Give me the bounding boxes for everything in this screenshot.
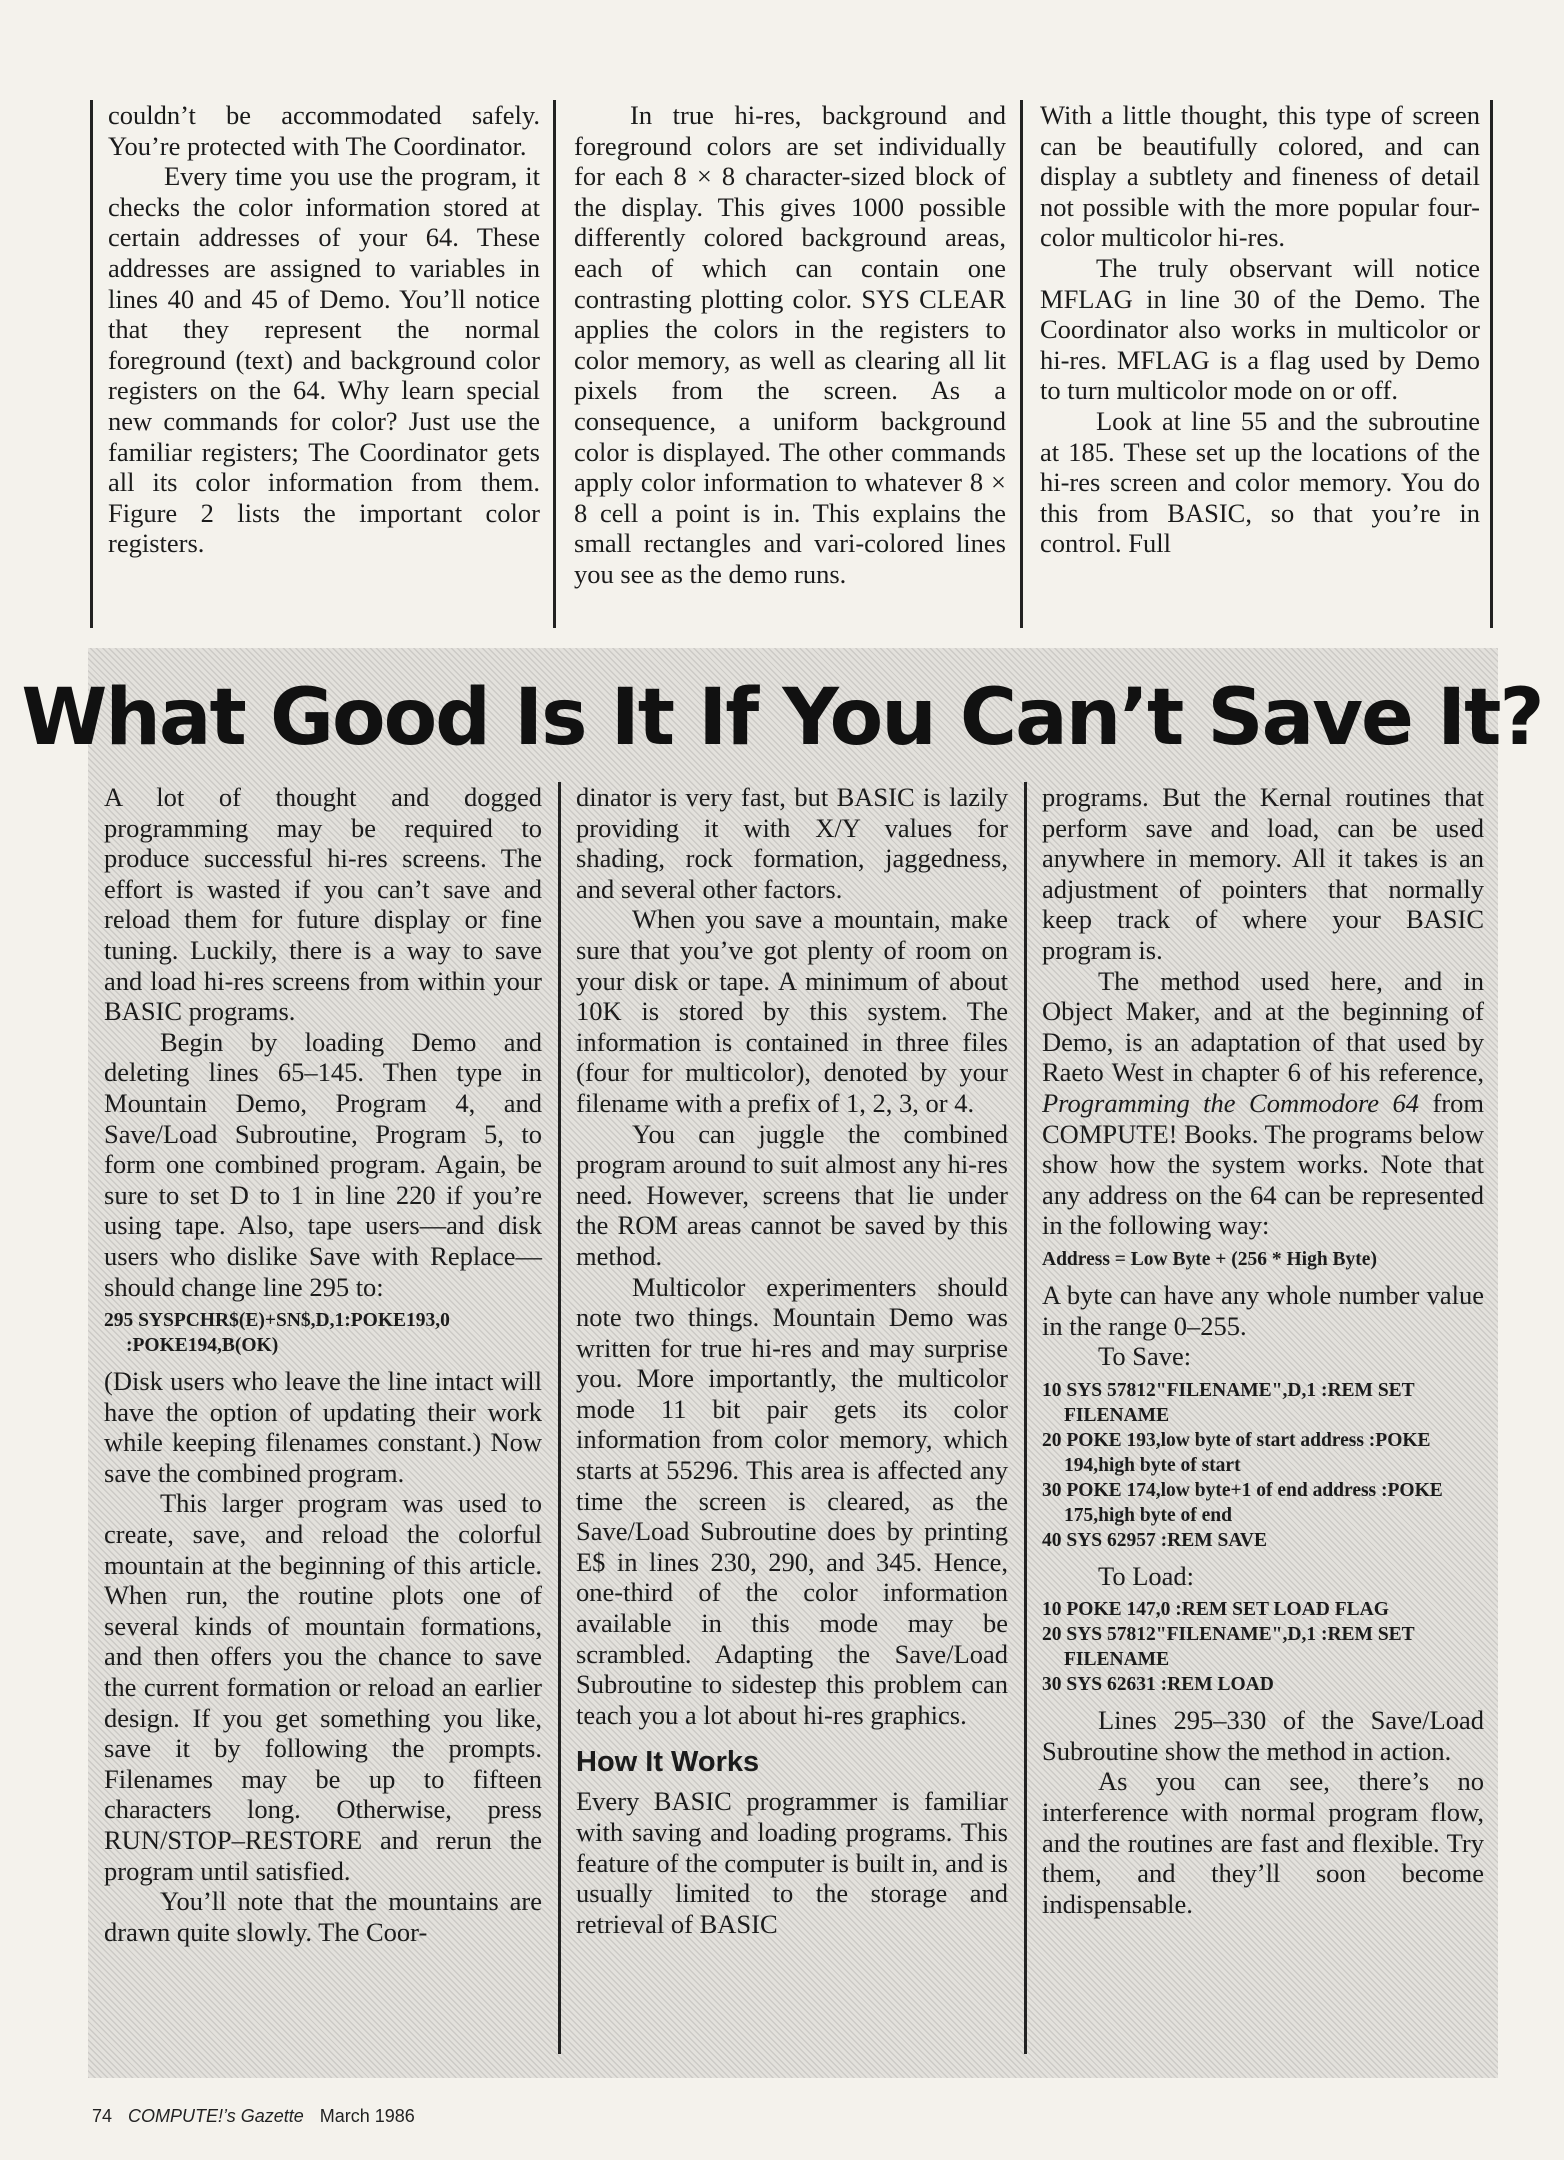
column-rule xyxy=(553,100,556,628)
sidebar-column-3 xyxy=(1042,782,1484,1919)
paragraph: A lot of thought and dogged programming may be required to produce successful hi-res screens. The effort is wasted if you can’t save and reload them for future display or fine tuning. Luckily, there is a way to save and load hi-res screens from within your BASIC programs. xyxy=(104,782,542,1027)
issue-date: March 1986 xyxy=(319,2106,415,2126)
column-rule xyxy=(1020,100,1023,628)
load-code-listing xyxy=(1042,1597,1484,1697)
paragraph: Every time you use the program, it checks the color information stored at certain addresses of your 64. These addresses are assigned to variables in lines 40 and 45 of Demo. You’ll notice that they represent the normal foreground (text) and background color registers on the 64. Why learn special new commands for color? Just use the familiar registers; The Coordinator gets all its color information from them. Figure 2 lists the important color registers. xyxy=(108,161,540,559)
magazine-name: COMPUTE!’s Gazette xyxy=(128,2106,304,2126)
paragraph: (Disk users who leave the line intact will have the option of updating their work while keeping filenames constant.) Now save the combined program. xyxy=(104,1366,542,1488)
save-code-listing xyxy=(1042,1378,1484,1553)
text: The method used here, and in Object Maker, and at the beginning of Demo, is an adaptation of that used by Raeto West in chapter 6 of his reference, xyxy=(1042,965,1484,1088)
paragraph: With a little thought, this type of screen can be beautifully colored, and can display a subtlety and fineness of detail not possible with the more popular four-color multicolor hi-res. xyxy=(1040,100,1480,253)
code-line: 30 POKE 174,low byte+1 of end address :POKE 175,high byte of end xyxy=(1042,1479,1443,1526)
code-line: 20 SYS 57812"FILENAME",D,1 :REM SET FILENAME xyxy=(1042,1624,1415,1671)
code-line: Address = Low Byte + (256 * High Byte) xyxy=(1042,1248,1377,1270)
formula xyxy=(1042,1247,1484,1272)
code-line: 10 POKE 147,0 :REM SET LOAD FLAG xyxy=(1042,1599,1389,1621)
column-rule xyxy=(558,782,561,2054)
code-line: 10 SYS 57812"FILENAME",D,1 :REM SET FILENAME xyxy=(1042,1379,1415,1426)
paragraph: You can juggle the combined program around to suit almost any hi-res need. However, screens that lie under the ROM areas cannot be saved by this method. xyxy=(576,1118,1008,1271)
column-rule xyxy=(90,100,93,628)
sidebar-column-2 xyxy=(576,782,1008,1939)
paragraph: Multicolor experimenters should note two things. Mountain Demo was written for true hi-res and may surprise you. More importantly, the multicolor mode 11 bit pair gets its color information from color memory, which starts at 55296. This area is affected any time the screen is cleared, as the Save/Load Subroutine does by printing E$ in lines 230, 290, and 345. Hence, one-third of the color information available in this mode may be scrambled. Adapting the Save/Load Subroutine to sidestep this problem can teach you a lot about hi-res graphics. xyxy=(576,1271,1008,1730)
paragraph: You’ll note that the mountains are drawn quite slowly. The Coor- xyxy=(104,1886,542,1947)
paragraph: When you save a mountain, make sure that you’ve got plenty of room on your disk or tape. A minimum of about 10K is stored by this system. The information is contained in three files (four for multicolor), denoted by your filename with a prefix of 1, 2, 3, or 4. xyxy=(576,904,1008,1118)
code-line: 30 SYS 62631 :REM LOAD xyxy=(1042,1674,1274,1696)
code-listing xyxy=(104,1308,542,1358)
save-label: To Save: xyxy=(1098,1341,1192,1372)
sidebar-title: What Good Is It If You Can’t Save It? xyxy=(21,673,1543,763)
paragraph: dinator is very fast, but BASIC is lazily providing it with X/Y values for shading, rock formation, jaggedness, and several other factors. xyxy=(576,782,1008,904)
load-label: To Load: xyxy=(1098,1560,1195,1591)
paragraph: couldn’t be accommodated safely. You’re protected with The Coordinator. xyxy=(108,100,540,161)
subheading: How It Works xyxy=(576,1746,760,1779)
page-footer xyxy=(92,2106,431,2127)
paragraph: The truly observant will notice MFLAG in line 30 of the Demo. The Coordinator also works in multicolor or hi-res. MFLAG is a flag used by Demo to turn multicolor mode on or off. xyxy=(1040,252,1480,406)
text: from COMPUTE! Books. The programs below show how the system works. Note that any address on the 64 can be represented in the following way: xyxy=(1042,1087,1484,1241)
column-rule xyxy=(1024,782,1027,2054)
paragraph: Look at line 55 and the subroutine at 185. These set up the locations of the hi-res screen and color memory. You do this from BASIC, so that you’re in control. Full xyxy=(1040,405,1480,559)
top-column-1 xyxy=(108,100,540,559)
top-column-2 xyxy=(574,100,1006,590)
top-column-3 xyxy=(1040,100,1480,559)
paragraph: As you can see, there’s no interference with normal program flow, and the routines are fast and flexible. Try them, and they’ll soon become indispensable. xyxy=(1042,1766,1484,1919)
paragraph: This larger program was used to create, save, and reload the colorful mountain at the beginning of this article. When run, the routine plots one of several kinds of mountain formations, and then offers you the chance to save the current formation or reload an earlier design. If you get something you like, save it by following the prompts. Filenames may be up to fifteen characters long. Otherwise, press RUN/STOP–RESTORE and rerun the program until satisfied. xyxy=(104,1488,542,1886)
book-title: Programming the Commodore 64 xyxy=(1042,1087,1420,1118)
sidebar-column-1 xyxy=(104,782,542,1947)
paragraph: Lines 295–330 of the Save/Load Subroutine show the method in action. xyxy=(1042,1705,1484,1766)
column-rule xyxy=(1490,100,1493,628)
code-line: 20 POKE 193,low byte of start address :POKE 194,high byte of start xyxy=(1042,1429,1431,1476)
paragraph: A byte can have any whole number value in the range 0–255. xyxy=(1042,1279,1484,1341)
paragraph: Begin by loading Demo and deleting lines 65–145. Then type in Mountain Demo, Program 4, and Save/Load Subroutine, Program 5, to form one combined program. Again, be sure to set D to 1 in line 220 if you’re using tape. Also, tape users—and disk users who dislike Save with Replace—should change line 295 to: xyxy=(104,1026,542,1302)
paragraph xyxy=(1042,966,1484,1241)
paragraph: programs. But the Kernal routines that perform save and load, can be used anywhere in memory. All it takes is an adjustment of pointers that normally keep track of where your BASIC program is. xyxy=(1042,782,1484,965)
code-line: 295 SYSPCHR$(E)+SN$,D,1:POKE193,0 :POKE194,B(OK) xyxy=(104,1310,450,1357)
code-line: 40 SYS 62957 :REM SAVE xyxy=(1042,1529,1268,1551)
paragraph: Every BASIC programmer is familiar with saving and loading programs. This feature of the computer is built in, and is usually limited to the storage and retrieval of BASIC xyxy=(576,1786,1008,1939)
page-number: 74 xyxy=(92,2106,113,2126)
paragraph: In true hi-res, background and foreground colors are set individually for each 8 × 8 character-sized block of the display. This gives 1000 possible differently colored background areas, each of which can contain one contrasting plotting color. SYS CLEAR applies the colors in the registers to color memory, as well as clearing all lit pixels from the screen. As a consequence, a uniform background color is displayed. The other commands apply color information to whatever 8 × 8 cell a point is in. This explains the small rectangles and vari-colored lines you see as the demo runs. xyxy=(574,100,1006,589)
